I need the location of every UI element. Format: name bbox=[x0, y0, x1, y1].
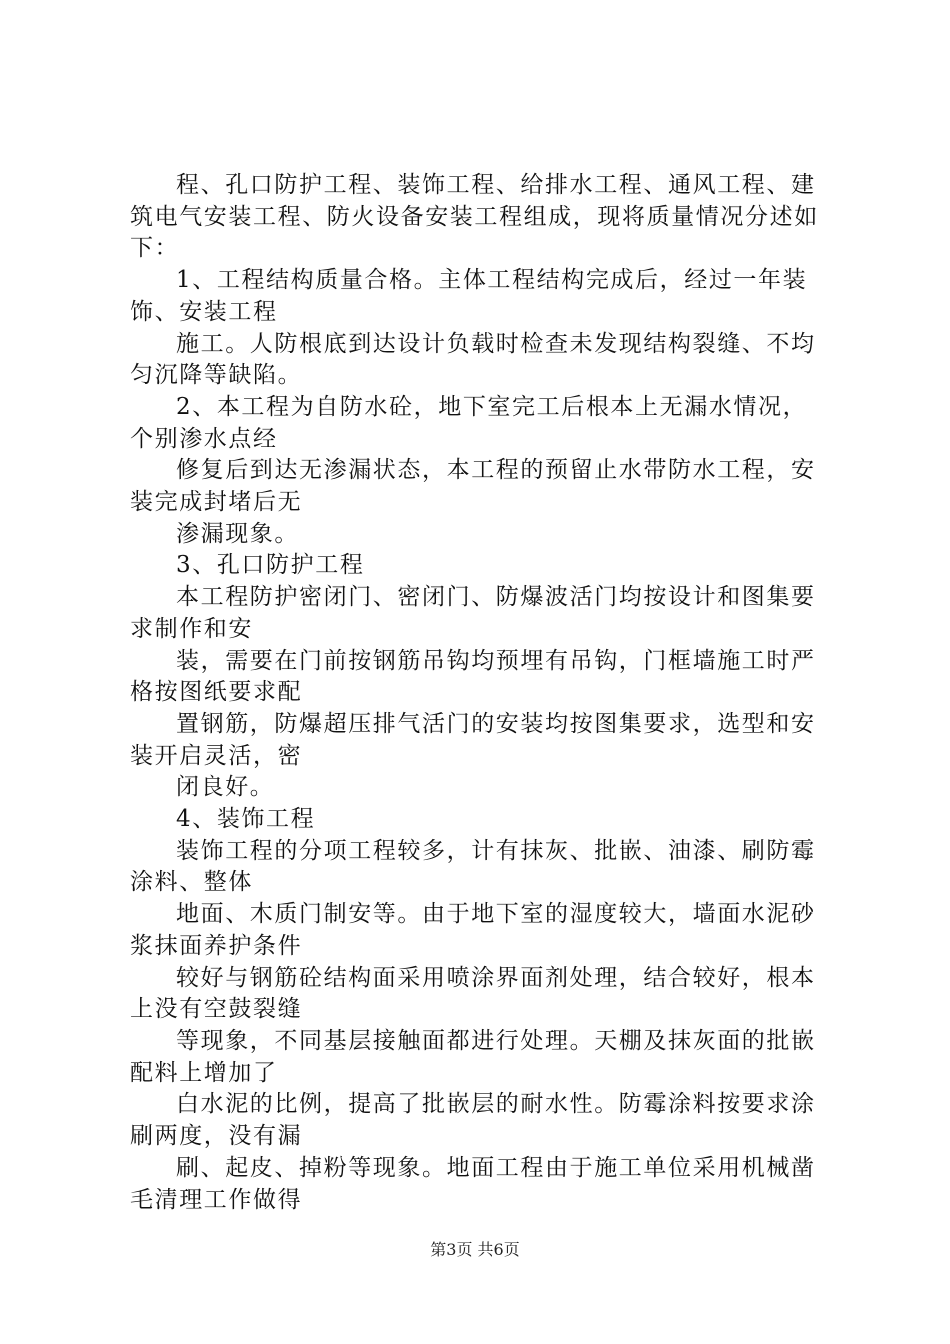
paragraph: 渗漏现象。 bbox=[176, 520, 299, 547]
paragraph: 2、本工程为自防水砼，地下室完工后根本上无漏水情况，个别渗水点经 bbox=[130, 393, 808, 452]
paragraph: 闭良好。 bbox=[176, 774, 275, 801]
page-number-footer: 第3页 共6页 bbox=[430, 1240, 520, 1259]
paragraph: 置钢筋，防爆超压排气活门的安装均按图集要求，选型和安装开启灵活，密 bbox=[130, 710, 816, 769]
section-heading: 3、孔口防护工程 bbox=[176, 552, 365, 579]
paragraph: 1、工程结构质量合格。主体工程结构完成后，经过一年装饰、安装工程 bbox=[130, 267, 808, 325]
paragraph: 修复后到达无渗漏状态，本工程的预留止水带防水工程，安装完成封堵后无 bbox=[130, 457, 816, 516]
section-heading: 4、装饰工程 bbox=[176, 806, 316, 833]
paragraph: 装，需要在门前按钢筋吊钩均预埋有吊钩，门框墙施工时严格按图纸要求配 bbox=[130, 647, 816, 706]
paragraph: 施工。人防根底到达设计负载时检查未发现结构裂缝、不均匀沉降等缺陷。 bbox=[130, 330, 816, 389]
paragraph: 等现象，不同基层接触面都进行处理。天棚及抹灰面的批嵌配料上增加了 bbox=[130, 1027, 816, 1086]
paragraph: 较好与钢筋砼结构面采用喷涂界面剂处理，结合较好，根本上没有空鼓裂缝 bbox=[130, 964, 816, 1023]
paragraph: 地面、木质门制安等。由于地下室的湿度较大，墙面水泥砂浆抹面养护条件 bbox=[130, 901, 816, 959]
paragraph: 本工程防护密闭门、密闭门、防爆波活门均按设计和图集要求制作和安 bbox=[130, 584, 816, 642]
paragraph: 刷、起皮、掉粉等现象。地面工程由于施工单位采用机械凿毛清理工作做得 bbox=[130, 1154, 816, 1213]
paragraph: 装饰工程的分项工程较多，计有抹灰、批嵌、油漆、刷防霉涂料、整体 bbox=[130, 837, 816, 896]
document-body bbox=[130, 170, 830, 1216]
paragraph: 程、孔口防护工程、装饰工程、给排水工程、通风工程、建筑电气安装工程、防火设备安装工程组成，现将质量情况分述如下： bbox=[130, 172, 819, 262]
paragraph: 白水泥的比例，提高了批嵌层的耐水性。防霉涂料按要求涂刷两度，没有漏 bbox=[130, 1091, 816, 1150]
